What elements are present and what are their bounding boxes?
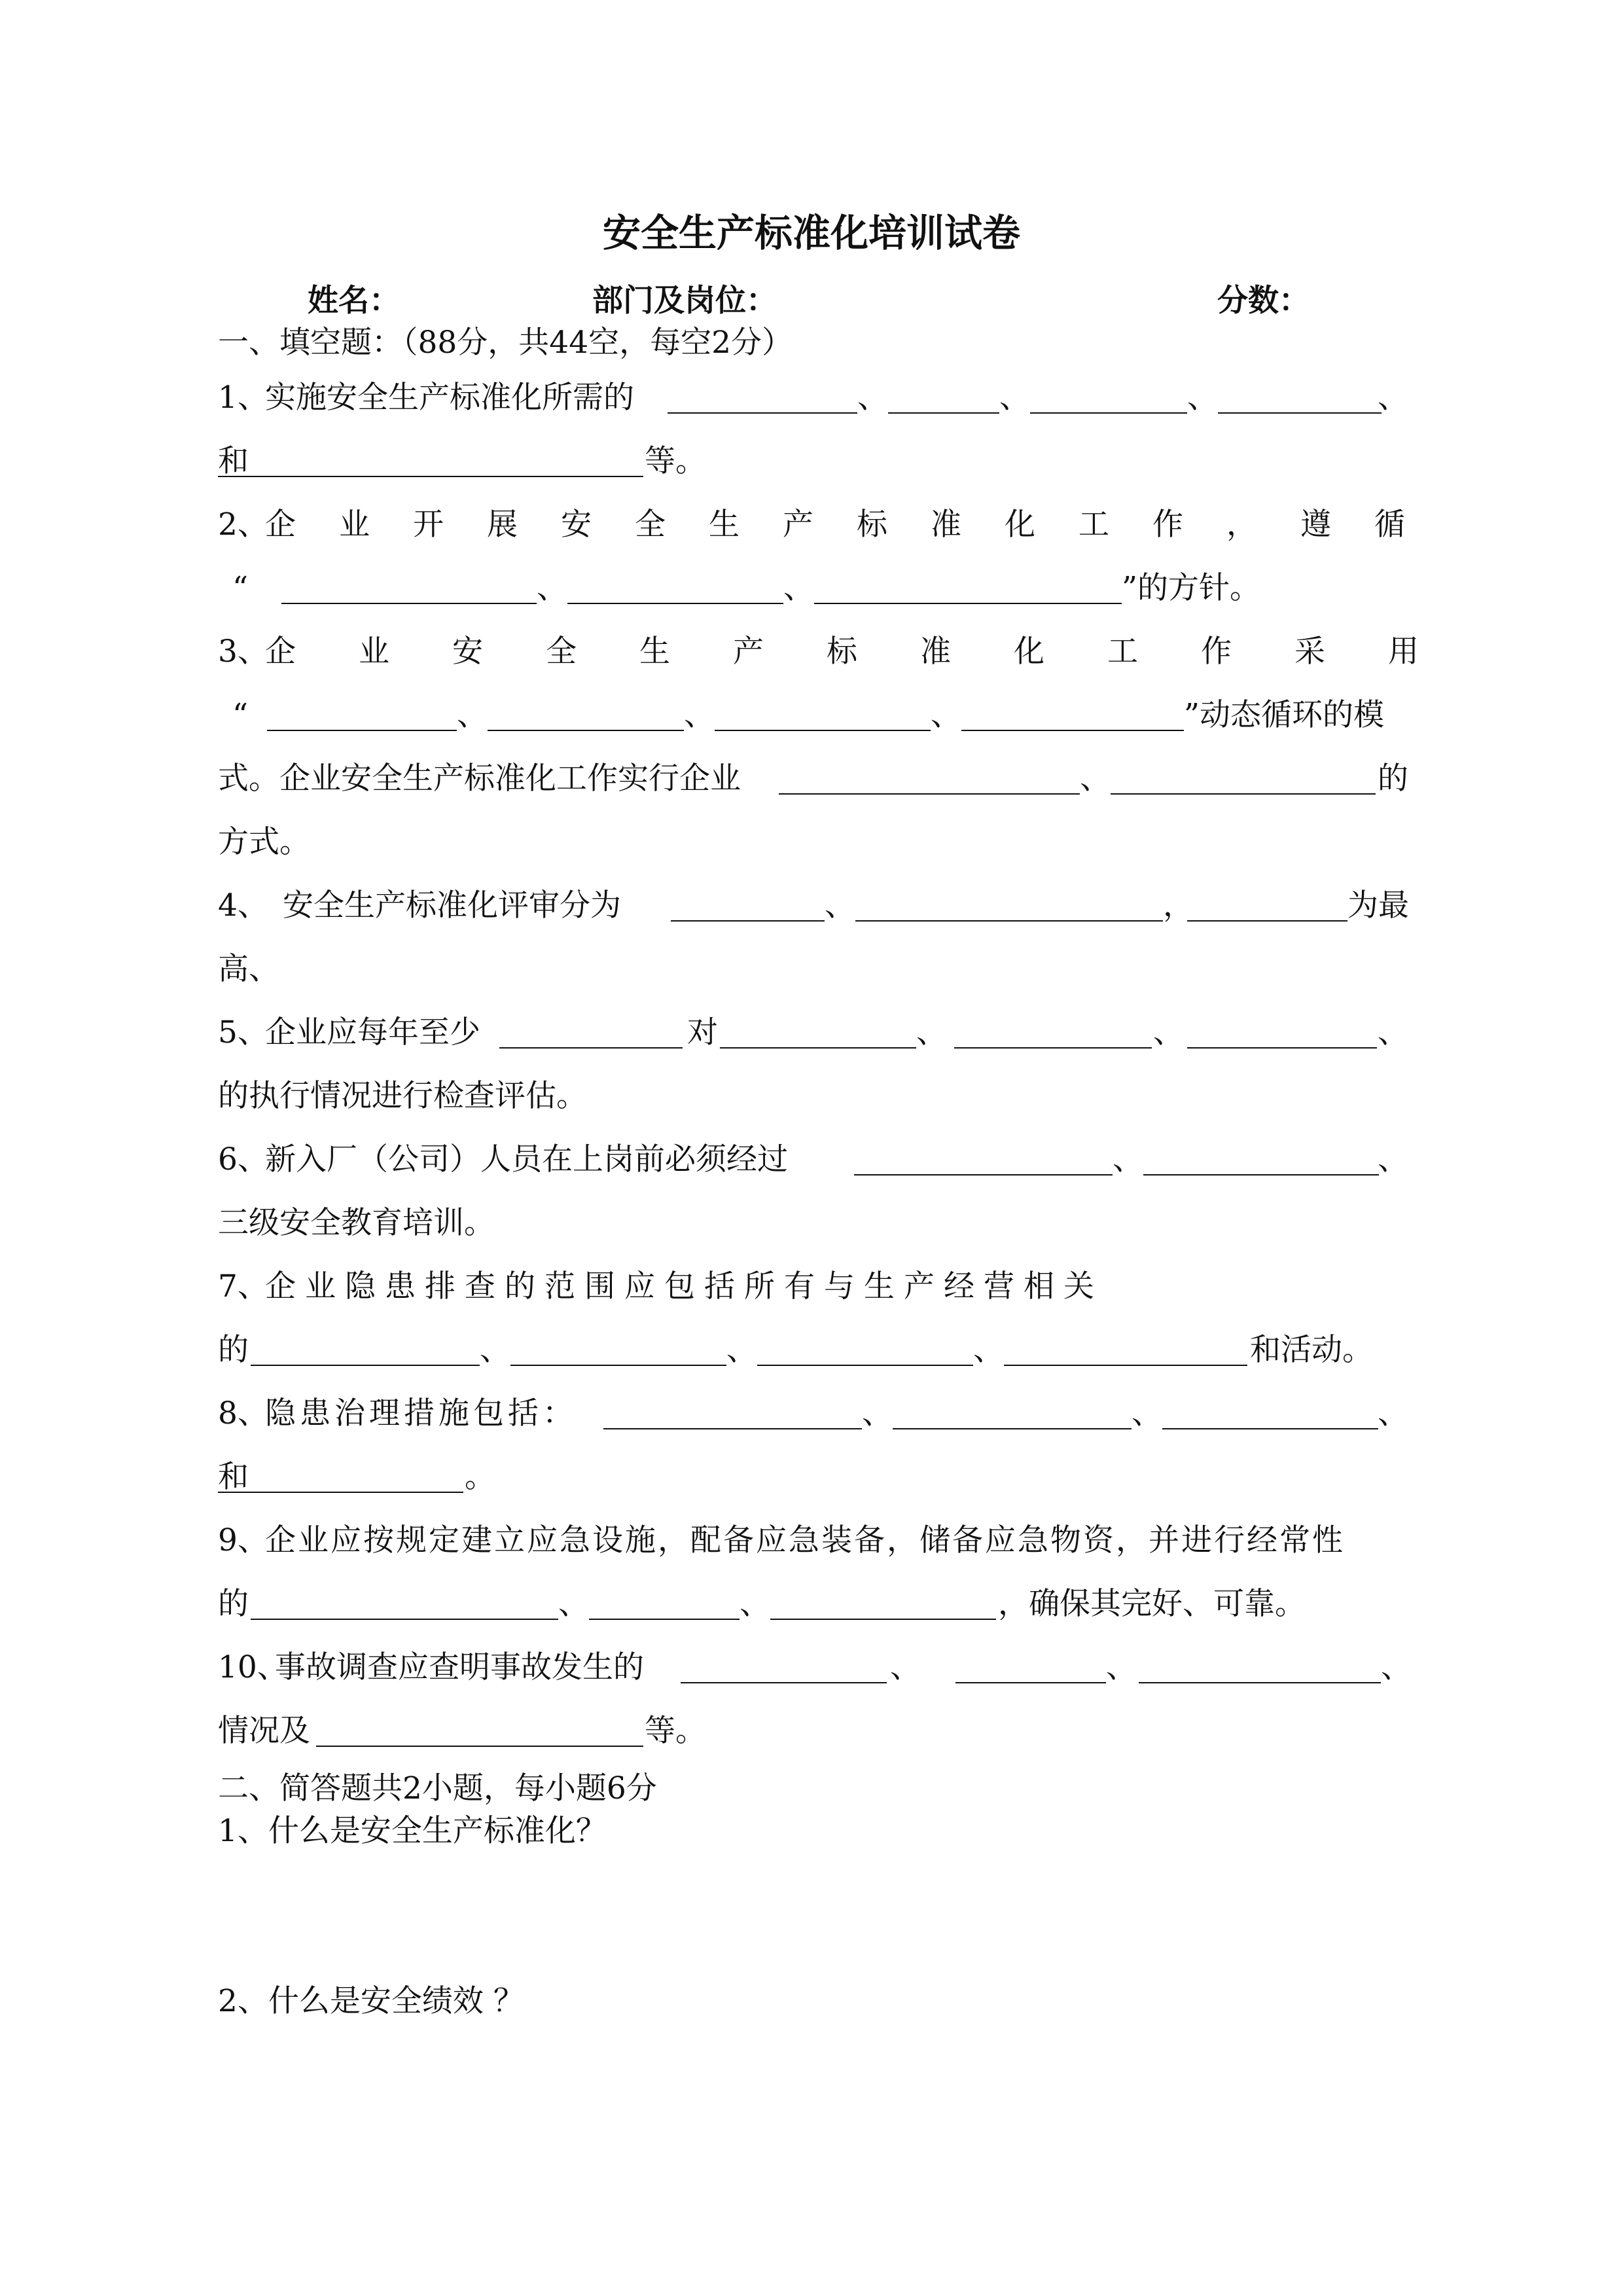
q9-line2-start: 的 <box>218 1586 249 1622</box>
q5-mid: 对 <box>687 1014 718 1050</box>
q1-blank-2[interactable] <box>888 412 999 414</box>
q1-and: 和 <box>218 443 249 479</box>
q10-sep: 、 <box>1381 1649 1412 1685</box>
q2-sep: 、 <box>537 570 567 606</box>
q8-sep: 、 <box>1378 1395 1408 1431</box>
q8-blank-4[interactable] <box>218 1492 463 1493</box>
q1-blank-3[interactable] <box>1030 412 1187 414</box>
q7-end: 和活动。 <box>1250 1332 1373 1368</box>
q1-end: 等。 <box>645 443 706 479</box>
q3-line3-end: 的 <box>1378 761 1408 797</box>
q2-sep: 、 <box>783 570 814 606</box>
q7-sep: 、 <box>480 1332 510 1368</box>
q5-sep: 、 <box>916 1014 947 1050</box>
q7-sep: 、 <box>973 1332 1004 1368</box>
q10-line2-start: 情况及 <box>218 1713 310 1749</box>
q3-blank-5[interactable] <box>779 793 1080 795</box>
q2-text: 企业开展安全生产标准化工作，遵循 <box>265 507 1448 543</box>
q9-end: ，确保其完好、可靠。 <box>998 1586 1306 1622</box>
q8-text: 隐患治理措施包括： <box>265 1395 577 1431</box>
q10-blank-3[interactable] <box>1139 1682 1381 1683</box>
q3-blank-6[interactable] <box>1111 793 1376 795</box>
q8-number: 8、 <box>218 1395 268 1431</box>
q6-blank-2[interactable] <box>1143 1174 1379 1175</box>
q5-blank-2[interactable] <box>720 1047 916 1049</box>
q2-end: ”的方针。 <box>1122 570 1261 606</box>
page-title: 安全生产标准化培训试卷 <box>602 211 1020 255</box>
q6-sep: 、 <box>1113 1141 1143 1177</box>
q7-line2-start: 的 <box>218 1332 249 1368</box>
q8-blank-1[interactable] <box>603 1428 862 1429</box>
q3-line3: 式。企业安全生产标准化工作实行企业 <box>218 761 741 797</box>
q4-text: 安全生产标准化评审分为 <box>283 888 621 924</box>
q4-sep: 、 <box>825 888 855 924</box>
q3-sep: 、 <box>1080 761 1111 797</box>
q1-text: 实施安全生产标准化所需的 <box>265 380 634 416</box>
q8-sep: 、 <box>862 1395 893 1431</box>
q5-number: 5、 <box>218 1014 268 1050</box>
q7-blank-4[interactable] <box>1004 1365 1247 1366</box>
q4-end: 为最 <box>1347 888 1409 924</box>
q2-blank-3[interactable] <box>814 603 1122 604</box>
q8-sep: 、 <box>1132 1395 1162 1431</box>
q2-blank-2[interactable] <box>567 603 783 604</box>
q7-blank-1[interactable] <box>251 1365 480 1366</box>
q10-sep: 、 <box>1106 1649 1137 1685</box>
q7-text: 企业隐患排查的范围应包括所有与生产经营相关 <box>265 1268 1103 1304</box>
q8-end: 。 <box>465 1459 495 1495</box>
q10-text: 事故调查应查明事故发生的 <box>275 1649 644 1685</box>
q10-number: 10、 <box>218 1649 288 1685</box>
q8-blank-3[interactable] <box>1162 1428 1378 1429</box>
section1-heading: 一、填空题：（88分，共44空，每空2分） <box>218 325 793 361</box>
q6-sep: 、 <box>1378 1141 1408 1177</box>
q10-blank-1[interactable] <box>681 1682 887 1683</box>
q2-number: 2、 <box>218 507 268 543</box>
q9-sep: 、 <box>740 1586 770 1622</box>
q3-blank-2[interactable] <box>488 730 684 731</box>
q1-sep: 、 <box>857 380 888 416</box>
q8-blank-2[interactable] <box>893 1428 1132 1429</box>
q6-text: 新入厂（公司）人员在上岗前必须经过 <box>265 1141 788 1177</box>
q10-blank-4[interactable] <box>316 1746 643 1747</box>
q4-blank-1[interactable] <box>671 920 825 922</box>
q5-blank-3[interactable] <box>954 1047 1152 1049</box>
q1-number: 1、 <box>218 380 268 416</box>
q9-sep: 、 <box>558 1586 589 1622</box>
q5-line2: 的执行情况进行检查评估。 <box>218 1078 587 1114</box>
short-question-1: 1、什么是安全生产标准化？ <box>218 1813 607 1849</box>
q9-text: 企业应按规定建立应急设施，配备应急装备，储备应急物资，并进行经常性 <box>265 1522 1345 1558</box>
q4-line2: 高、 <box>218 951 279 987</box>
q4-comma: ， <box>1163 888 1194 924</box>
q3-sep: 、 <box>457 697 488 733</box>
department-label: 部门及岗位： <box>592 283 777 319</box>
q3-blank-3[interactable] <box>715 730 931 731</box>
q6-line2: 三级安全教育培训。 <box>218 1205 495 1241</box>
q6-blank-1[interactable] <box>854 1174 1113 1175</box>
q5-sep: 、 <box>1378 1014 1408 1050</box>
q10-end: 等。 <box>645 1713 706 1749</box>
q5-sep: 、 <box>1153 1014 1184 1050</box>
q9-blank-3[interactable] <box>770 1619 996 1620</box>
q3-number: 3、 <box>218 634 268 670</box>
q7-blank-3[interactable] <box>757 1365 973 1366</box>
q9-blank-2[interactable] <box>589 1619 740 1620</box>
q3-sep: 、 <box>931 697 961 733</box>
q7-number: 7、 <box>218 1268 268 1304</box>
q1-blank-1[interactable] <box>668 412 857 414</box>
q5-blank-1[interactable] <box>499 1047 683 1049</box>
q1-sep: 、 <box>1187 380 1218 416</box>
q4-blank-3[interactable] <box>1187 920 1347 922</box>
q7-sep: 、 <box>726 1332 757 1368</box>
q1-blank-5[interactable] <box>218 476 643 477</box>
q9-number: 9、 <box>218 1522 268 1558</box>
score-label: 分数： <box>1217 283 1310 319</box>
q5-text: 企业应每年至少 <box>265 1014 480 1050</box>
q9-blank-1[interactable] <box>251 1619 558 1620</box>
q2-blank-1[interactable] <box>281 603 537 604</box>
q6-number: 6、 <box>218 1141 268 1177</box>
short-question-2: 2、什么是安全绩效 ？ <box>218 1983 524 2019</box>
q3-sep: 、 <box>684 697 715 733</box>
q4-blank-2[interactable] <box>855 920 1163 922</box>
q10-sep: 、 <box>890 1649 921 1685</box>
q8-and: 和 <box>218 1459 249 1495</box>
q7-blank-2[interactable] <box>510 1365 726 1366</box>
q2-open-quote: “ <box>232 570 249 606</box>
q3-blank-1[interactable] <box>267 730 457 731</box>
q5-blank-4[interactable] <box>1187 1047 1377 1049</box>
q4-number: 4、 <box>218 888 268 924</box>
name-label: 姓名： <box>308 283 400 319</box>
q3-blank-4[interactable] <box>961 730 1184 731</box>
q10-blank-2[interactable] <box>955 1682 1106 1683</box>
q1-sep: 、 <box>999 380 1030 416</box>
section2-heading: 二、简答题共2小题，每小题6分 <box>218 1770 657 1806</box>
q1-sep: 、 <box>1378 380 1408 416</box>
q3-text: 企业安全生产标准化工作采用 <box>265 634 1482 670</box>
q3-open-quote: “ <box>232 697 249 733</box>
q3-end: ”动态循环的模 <box>1184 697 1385 733</box>
q3-line4: 方式。 <box>218 824 310 860</box>
q1-blank-4[interactable] <box>1218 412 1382 414</box>
